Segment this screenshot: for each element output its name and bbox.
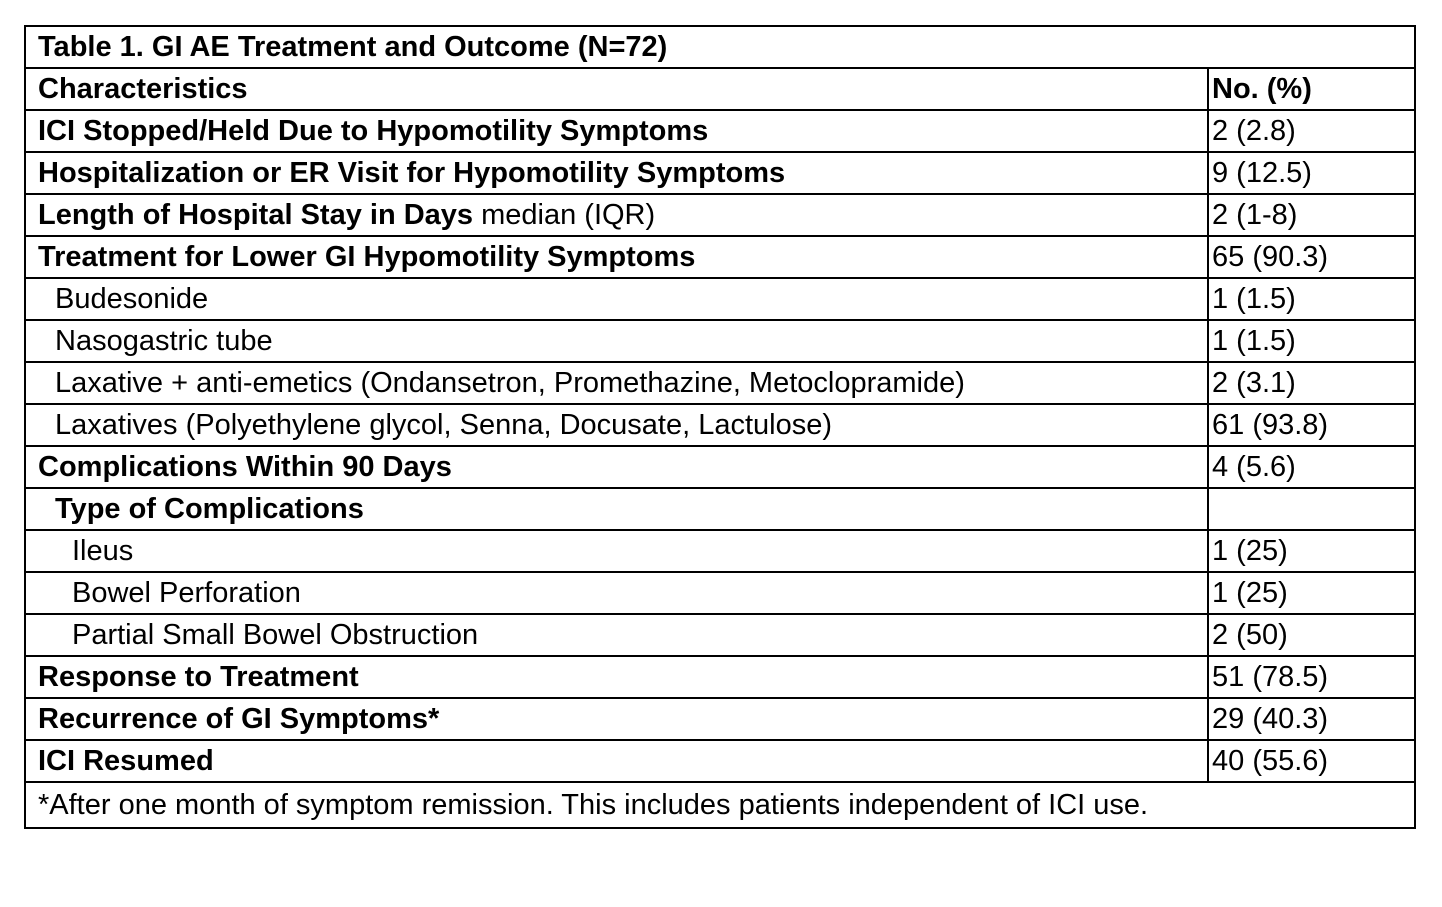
row-label-text: ICI Resumed bbox=[38, 745, 214, 777]
row-value: 1 (1.5) bbox=[1208, 278, 1415, 320]
row-value: 9 (12.5) bbox=[1208, 152, 1415, 194]
row-value: 2 (3.1) bbox=[1208, 362, 1415, 404]
table-title-row bbox=[25, 26, 1415, 68]
table-row bbox=[25, 656, 1415, 698]
row-value: 65 (90.3) bbox=[1208, 236, 1415, 278]
header-value: No. (%) bbox=[1208, 68, 1415, 110]
row-label-text: Bowel Perforation bbox=[72, 577, 301, 609]
table-row bbox=[25, 110, 1415, 152]
row-label-text: Budesonide bbox=[55, 283, 209, 315]
table-row bbox=[25, 362, 1415, 404]
row-label-text: Partial Small Bowel Obstruction bbox=[72, 619, 479, 651]
row-label bbox=[25, 278, 1208, 320]
row-label bbox=[25, 194, 1208, 236]
row-value: 2 (50) bbox=[1208, 614, 1415, 656]
table-row bbox=[25, 278, 1415, 320]
table-row bbox=[25, 320, 1415, 362]
row-label bbox=[25, 572, 1208, 614]
table-row bbox=[25, 488, 1415, 530]
row-value: 40 (55.6) bbox=[1208, 740, 1415, 782]
row-label bbox=[25, 488, 1208, 530]
row-value: 2 (1-8) bbox=[1208, 194, 1415, 236]
row-label-text: Ileus bbox=[72, 535, 134, 567]
table-row bbox=[25, 446, 1415, 488]
table-row bbox=[25, 194, 1415, 236]
table-row bbox=[25, 530, 1415, 572]
table-title: Table 1. GI AE Treatment and Outcome (N=72) bbox=[25, 26, 1415, 68]
table-row bbox=[25, 740, 1415, 782]
row-label bbox=[25, 698, 1208, 740]
row-label bbox=[25, 404, 1208, 446]
row-label bbox=[25, 362, 1208, 404]
table-row bbox=[25, 614, 1415, 656]
row-value: 1 (25) bbox=[1208, 572, 1415, 614]
row-value: 29 (40.3) bbox=[1208, 698, 1415, 740]
table-header-row bbox=[25, 68, 1415, 110]
row-label-suffix: median (IQR) bbox=[473, 199, 656, 231]
row-label bbox=[25, 530, 1208, 572]
row-label-text: Type of Complications bbox=[55, 493, 364, 525]
row-value: 4 (5.6) bbox=[1208, 446, 1415, 488]
table-footnote-row bbox=[25, 782, 1415, 828]
row-label bbox=[25, 740, 1208, 782]
row-label bbox=[25, 656, 1208, 698]
table-footnote: *After one month of symptom remission. This includes patients independent of ICI use. bbox=[25, 782, 1415, 828]
row-label-text: Nasogastric tube bbox=[55, 325, 273, 357]
table-row bbox=[25, 236, 1415, 278]
table-row bbox=[25, 572, 1415, 614]
row-label bbox=[25, 236, 1208, 278]
row-label-text: Length of Hospital Stay in Days bbox=[38, 199, 474, 231]
gi-ae-table bbox=[24, 25, 1416, 829]
row-value: 2 (2.8) bbox=[1208, 110, 1415, 152]
row-label bbox=[25, 446, 1208, 488]
table-row bbox=[25, 698, 1415, 740]
table-row bbox=[25, 152, 1415, 194]
header-characteristics: Characteristics bbox=[25, 68, 1208, 110]
row-label-text: Response to Treatment bbox=[38, 661, 359, 693]
row-value bbox=[1208, 488, 1415, 530]
row-label-text: ICI Stopped/Held Due to Hypomotility Symptoms bbox=[38, 115, 709, 147]
row-label-text: Hospitalization or ER Visit for Hypomotility Symptoms bbox=[38, 157, 786, 189]
row-label bbox=[25, 614, 1208, 656]
row-label bbox=[25, 320, 1208, 362]
row-value: 1 (25) bbox=[1208, 530, 1415, 572]
row-label-text: Complications Within 90 Days bbox=[38, 451, 452, 483]
row-value: 61 (93.8) bbox=[1208, 404, 1415, 446]
row-label-text: Recurrence of GI Symptoms* bbox=[38, 703, 440, 735]
row-value: 1 (1.5) bbox=[1208, 320, 1415, 362]
row-value: 51 (78.5) bbox=[1208, 656, 1415, 698]
row-label-text: Treatment for Lower GI Hypomotility Symptoms bbox=[38, 241, 696, 273]
row-label-text: Laxative + anti-emetics (Ondansetron, Promethazine, Metoclopramide) bbox=[55, 367, 965, 399]
table-row bbox=[25, 404, 1415, 446]
row-label bbox=[25, 110, 1208, 152]
row-label-text: Laxatives (Polyethylene glycol, Senna, Docusate, Lactulose) bbox=[55, 409, 832, 441]
row-label bbox=[25, 152, 1208, 194]
